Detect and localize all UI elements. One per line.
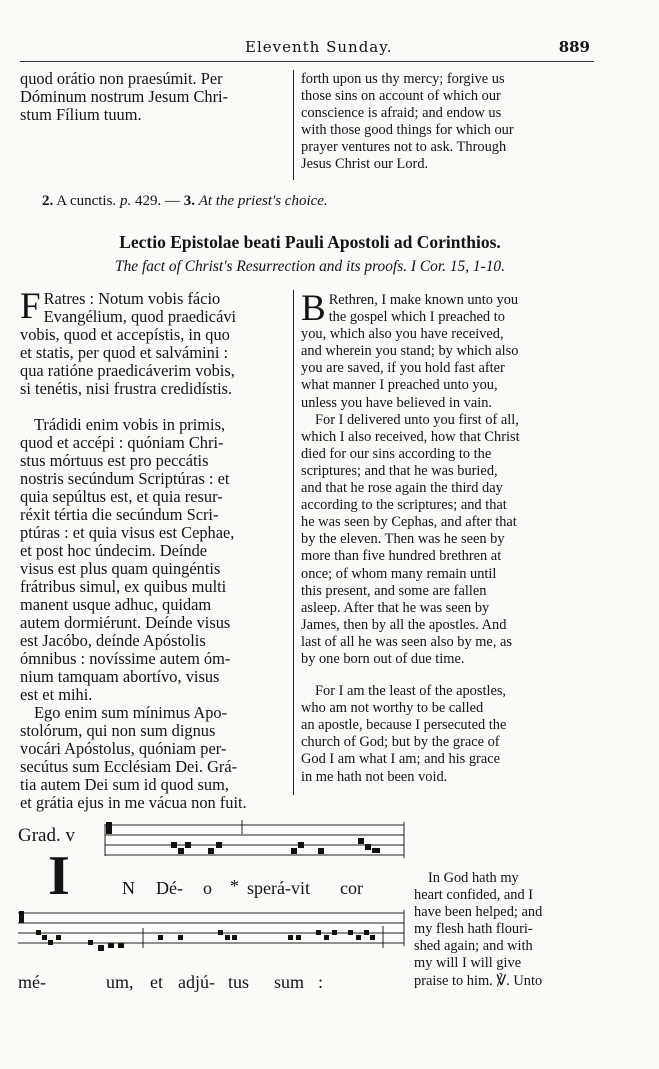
header-rule <box>20 61 594 62</box>
latin-line: est et mihi. <box>20 685 93 704</box>
chant-syllable: N <box>122 878 135 898</box>
english-line: prayer ventures not to ask. Through <box>301 139 507 156</box>
drop-cap: F <box>20 286 41 327</box>
latin-line: Trádidi enim vobis in primis, <box>34 415 226 434</box>
latin-line: vocári Apóstolus, quóniam per- <box>20 739 227 758</box>
latin-line: autem dormiérunt. Deínde visus <box>20 613 231 632</box>
english-line: which I also received, how that Christ <box>301 428 520 445</box>
page-number: 889 <box>558 38 590 56</box>
english-line: you, which also you have received, <box>301 326 504 343</box>
english-line: by one born out of due time. <box>301 650 465 667</box>
english-line: heart confided, and I <box>414 887 534 904</box>
running-title: Eleventh Sunday. <box>245 38 393 56</box>
chant-syllable: cor <box>340 878 363 898</box>
latin-line: qua ratióne praedicáverim vobis, <box>20 361 235 380</box>
reading-subtitle <box>0 258 620 276</box>
chant-syllable: sperá-vit <box>247 878 310 898</box>
english-line: conscience is afraid; and endow us <box>301 105 502 122</box>
latin-line: quod et accépi : quóniam Chri- <box>20 433 224 452</box>
english-line: praise to him. ℣. Unto <box>414 972 543 989</box>
latin-line: frátribus simul, ex quibus multi <box>20 577 227 596</box>
subtitle-text: The fact of Christ's Resurrection and its proofs. <box>115 258 408 275</box>
gradual-english <box>414 870 589 990</box>
english-line: more than five hundred brethren at <box>301 548 502 565</box>
latin-line: nostris secúndum Scriptúras : et <box>20 469 230 488</box>
latin-line: manent usque adhuc, quidam <box>20 595 212 614</box>
english-line: those sins on account of which our <box>301 88 501 105</box>
latin-epistle <box>20 286 290 812</box>
citation: I Cor. 15, 1-10. <box>410 258 505 275</box>
ref-number: 3. <box>183 193 195 209</box>
english-line: For I am the least of the apostles, <box>315 683 507 700</box>
latin-line: secútus sum Ecclésiam Dei. Grá- <box>20 757 238 776</box>
english-line: God I am what I am; and his grace <box>301 751 501 768</box>
latin-line: et statis, per quod et salvámini : <box>20 343 229 362</box>
latin-line: quod orátio non praesúmit. Per <box>20 69 223 88</box>
english-line: what manner I preached unto you, <box>301 377 498 394</box>
chant-syllable: adjú- <box>178 972 215 992</box>
latin-line: ptúras : et quia visus est Cephae, <box>20 523 235 542</box>
chant-syllable: sum <box>274 972 305 992</box>
english-line: an apostle, because I persecuted the <box>301 717 507 734</box>
english-line: have been helped; and <box>414 904 543 921</box>
latin-line: quia sepúltus est, et quia resur- <box>20 487 223 506</box>
chant-syllable: um, <box>106 972 134 992</box>
ref-text: A cunctis. <box>56 193 117 209</box>
english-line: Jesus Christ our Lord. <box>301 156 429 173</box>
latin-line: nium tamquam abortívo, visus <box>20 667 220 686</box>
ref-abbrev: p. <box>119 193 132 209</box>
latin-line: Ego enim sum mínimus Apo- <box>34 703 228 722</box>
chant-syllable: mé- <box>18 972 46 992</box>
gradual-label-text: Grad. <box>18 825 61 846</box>
english-line: James, then by all the apostles. And <box>301 616 507 633</box>
english-line: last of all he was seen also by me, as <box>301 633 513 650</box>
drop-cap: B <box>301 288 326 329</box>
english-line: In God hath my <box>428 870 519 886</box>
reading-title: Lectio Epistolae beati Pauli Apostoli ad Corinthios. <box>119 232 501 252</box>
english-line: scriptures; and that he was buried, <box>301 462 498 479</box>
english-line: my will I will give <box>414 955 522 972</box>
english-line: this present, and some are fallen <box>301 582 487 599</box>
english-prayer-ending <box>301 71 589 174</box>
ref-number: 2. <box>42 193 54 209</box>
ref-page: 429. <box>134 193 162 209</box>
english-line: Rethren, I make known unto you <box>328 292 519 308</box>
chant-syllable: tus <box>228 972 250 992</box>
english-line: according to the scriptures; and that <box>301 497 507 514</box>
english-epistle <box>301 288 589 786</box>
latin-line: est Jacóbo, deínde Apóstolis <box>20 631 206 650</box>
english-line: shed again; and with <box>414 938 533 955</box>
column-divider <box>293 70 294 180</box>
latin-line: Dóminum nostrum Jesum Chri- <box>20 87 229 106</box>
english-line: you are saved, if you hold fast after <box>301 360 505 377</box>
latin-line: si tenétis, nisi frustra credidístis. <box>20 379 233 398</box>
latin-line: et post hoc úndecim. Deínde <box>20 541 208 560</box>
chant-syllable: Dé- <box>156 878 183 898</box>
english-line: church of God; but by the grace of <box>301 734 500 751</box>
latin-line: Ratres : Notum vobis fácio <box>43 289 221 308</box>
latin-prayer-ending <box>20 70 290 124</box>
latin-line: et grátia ejus in me vácua non fuit. <box>20 793 247 812</box>
latin-line: visus est plus quam quingéntis <box>20 559 221 578</box>
latin-line: stolórum, qui non sum dignus <box>20 721 216 740</box>
gradual-label <box>18 825 75 847</box>
gradual-mode: v <box>65 825 75 846</box>
english-line: the gospel which I preached to <box>328 309 505 326</box>
running-head <box>20 38 620 58</box>
chant-staves <box>18 818 410 998</box>
english-line: unless you have believed in vain. <box>301 394 493 411</box>
latin-line: tia autem Dei sum id quod sum, <box>20 775 229 794</box>
latin-line: stum Fílium tuum. <box>20 105 142 124</box>
latin-line: stus mórtuus est pro peccátis <box>20 451 209 470</box>
english-line: once; of whom many remain until <box>301 565 497 582</box>
rubric-references <box>42 193 328 210</box>
gradual-chant <box>18 818 410 998</box>
english-line: and that he rose again the third day <box>301 480 503 497</box>
column-divider <box>293 290 294 795</box>
english-line: who am not worthy to be called <box>301 700 484 717</box>
ref-dash: — <box>164 193 180 209</box>
english-line: my flesh hath flouri- <box>414 921 533 938</box>
latin-line: réxit tértia die secúndum Scri- <box>20 505 219 524</box>
english-line: he was seen by Cephas, and after that <box>301 514 517 531</box>
chant-initial: I <box>48 845 70 907</box>
english-line: by the eleven. Then was he seen by <box>301 531 505 548</box>
chant-syllable: : <box>318 972 324 992</box>
english-line: died for our sins according to the <box>301 445 492 462</box>
english-line: and wherein you stand; by which also <box>301 343 519 360</box>
chant-syllable: o <box>203 878 212 898</box>
english-line: forth upon us thy mercy; forgive us <box>301 71 505 87</box>
english-line: with those good things for which our <box>301 122 514 139</box>
english-line: asleep. After that he was seen by <box>301 599 490 616</box>
latin-line: Evangélium, quod praedicávi <box>43 307 237 326</box>
chant-syllable: * <box>230 876 239 896</box>
english-line: in me hath not been void. <box>301 768 448 785</box>
chant-syllable: et <box>150 972 163 992</box>
latin-line: vobis, quod et accepístis, in quo <box>20 325 230 344</box>
ref-text: At the priest's choice. <box>198 193 328 209</box>
english-line: For I delivered unto you first of all, <box>315 411 519 428</box>
latin-line: ómnibus : novíssime autem óm- <box>20 649 231 668</box>
